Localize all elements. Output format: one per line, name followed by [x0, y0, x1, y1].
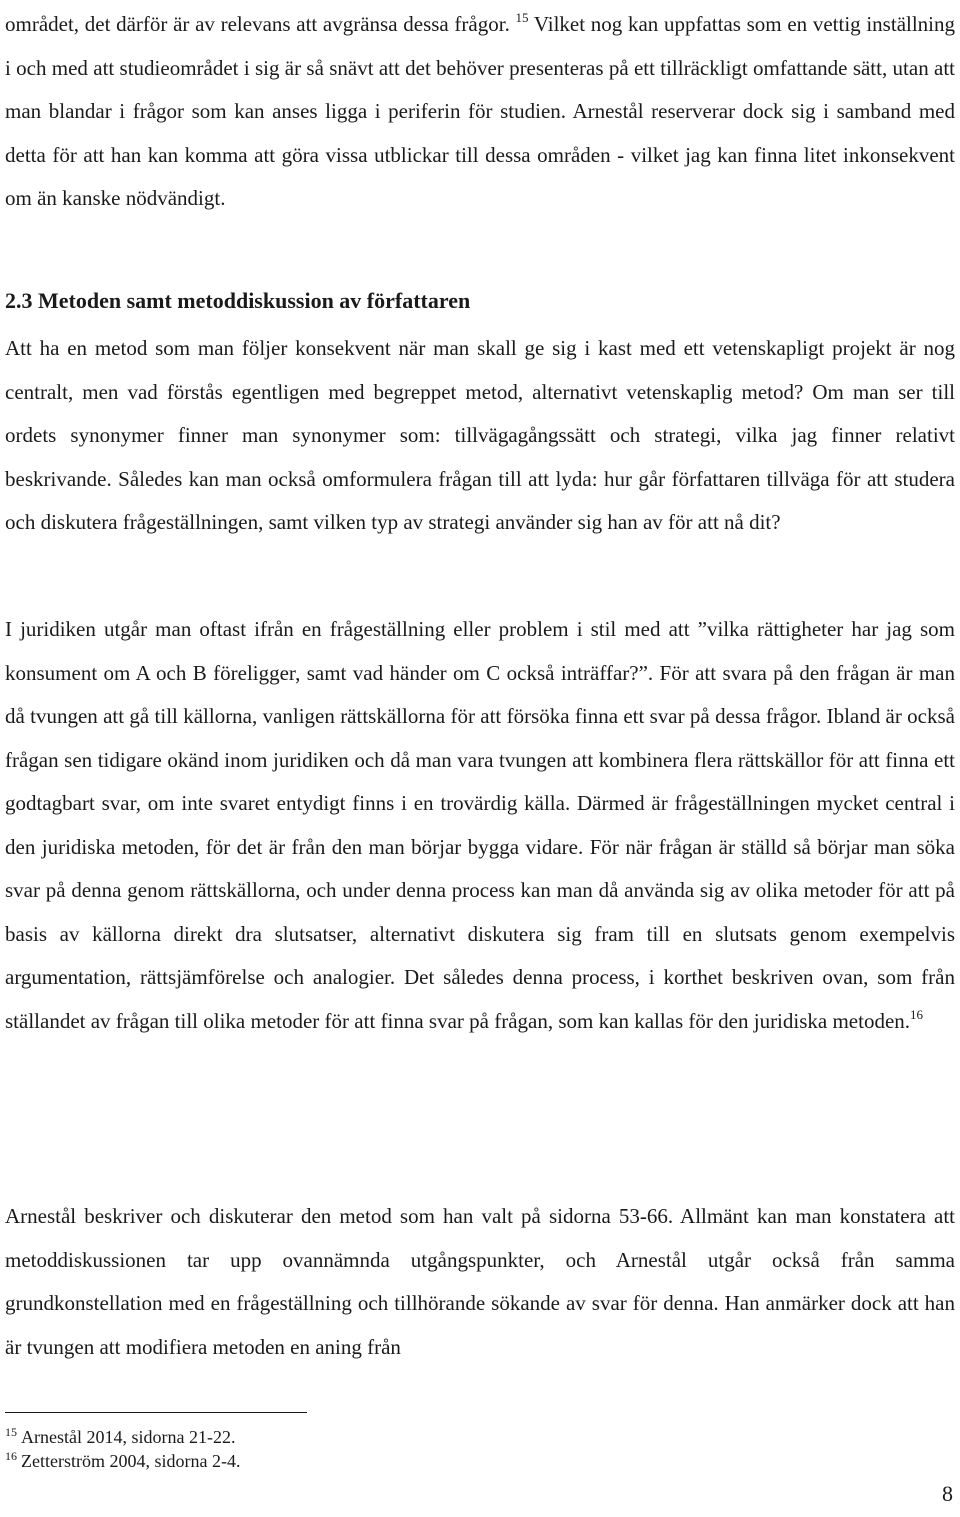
footnote-number: 15: [5, 1425, 17, 1439]
paragraph-text: Arnestål beskriver och diskuterar den metod som han valt på sidorna 53-66. Allmänt kan man konstatera att metoddiskussionen tar upp ovannämnda utgångspunkter, och Arnestål utgår också från samma grundkonstellation med en frågeställning och tillhörande sökande av svar för denna. Han anmärker dock att han är tvungen att modifiera metoden en aning från: [5, 1204, 955, 1359]
footnote-number: 16: [5, 1449, 17, 1463]
page-number: 8: [942, 1481, 953, 1506]
footnote-divider: [5, 1412, 307, 1413]
footnote-ref-15[interactable]: 15: [515, 10, 529, 25]
section-heading: 2.3 Metoden samt metoddiskussion av författaren: [5, 288, 471, 313]
paragraph-2-text: I juridiken utgår man oftast ifrån en frågeställning eller problem i stil med att ”vilka rättigheter har jag som konsument om A och B föreligger, samt vad händer om C också inträffar?”. För att svara på den frågan är man då tvungen att gå till källorna, vanligen rättskällorna för att försöka finna ett svar på dessa frågor. Ibland är också frågan sen tidigare okänd inom juridiken och då man vara tvungen att kombinera flera rättskällor för att finna ett godtagbart svar, om inte svaret entydigt finns i en trovärdig källa. Därmed är frågeställningen mycket central i den juridiska metoden, för det är från den man börjar bygga vidare. För när frågan är ställd så börjar man söka svar på denna genom rättskällorna, och under denna process kan man då använda sig av olika metoder för att på basis av källorna direkt dra slutsatser, alternativt diskutera sig fram till en slutsats genom exempelvis argumentation, rättsjämförelse och analogier. Det således denna process, i korthet beskriven ovan, som från ställandet av frågan till olika metoder för att finna svar på frågan, som kan kallas för den juridiska metoden.: [5, 617, 955, 1033]
intro-text-before-ref: området, det därför är av relevans att avgränsa dessa frågor.: [5, 12, 510, 36]
footnote-16: [5, 1449, 905, 1473]
method-paragraph-3: [5, 1195, 955, 1369]
footnote-ref-16[interactable]: 16: [910, 1006, 924, 1022]
footnote-15: [5, 1425, 905, 1449]
footnotes-section: [5, 1425, 905, 1473]
intro-paragraph: [5, 3, 955, 221]
method-paragraph-1: [5, 327, 955, 545]
paragraph-text: [5, 608, 955, 1043]
method-paragraph-2: [5, 608, 955, 1043]
paragraph-text: Att ha en metod som man följer konsekvent när man skall ge sig i kast med ett vetenskapligt projekt är nog centralt, men vad förstås egentligen med begreppet metod, alternativt vetenskaplig metod? Om man ser till ordets synonymer finner man synonymer som: tillvägagångssätt och strategi, vilka jag finner relativt beskrivande. Således kan man också omformulera frågan till att lyda: hur går författaren tillväga för att studera och diskutera frågeställningen, samt vilken typ av strategi använder sig han av för att nå dit?: [5, 336, 955, 534]
footnote-text: Arnestål 2014, sidorna 21-22.: [21, 1427, 236, 1447]
intro-text: [5, 3, 955, 221]
footnote-text: Zetterström 2004, sidorna 2-4.: [21, 1451, 241, 1471]
intro-text-after-ref: Vilket nog kan uppfattas som en vettig inställning i och med att studieområdet i sig är så snävt att det behöver presenteras på ett tillräckligt omfattande sätt, utan att man blandar i frågor som kan anses ligga i periferin för studien. Arnestål reserverar dock sig i samband med detta för att han kan komma att göra vissa utblickar till dessa områden - vilket jag kan finna litet inkonsekvent om än kanske nödvändigt.: [5, 12, 956, 210]
